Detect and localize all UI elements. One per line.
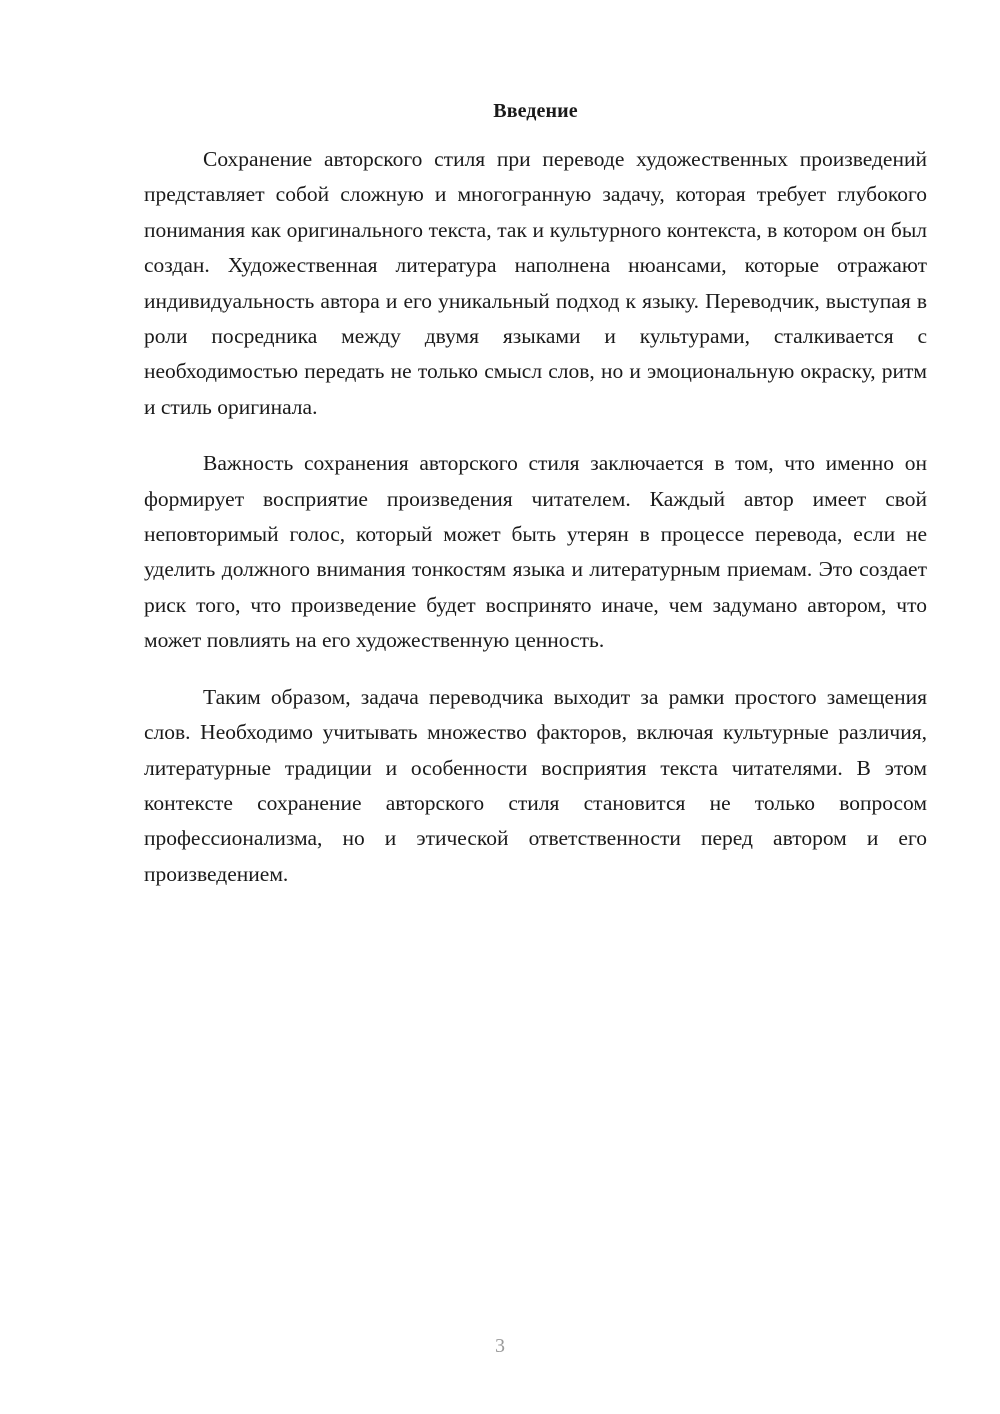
page-content: [144, 96, 927, 913]
paragraph-1: Сохранение авторского стиля при переводе художественных произведений представляет собой сложную и многогранную задачу, которая требует глубокого понимания как оригинального текста, так и культурного контекста, в котором он был создан. Художественная литература наполнена нюансами, которые отражают индивидуальность автора и его уникальный подход к языку. Переводчик, выступая в роли посредника между двумя языками и культурами, сталкивается с необходимостью передать не только смысл слов, но и эмоциональную окраску, ритм и стиль оригинала.: [144, 147, 927, 419]
paragraph-2: Важность сохранения авторского стиля заключается в том, что именно он формирует восприятие произведения читателем. Каждый автор имеет свой неповторимый голос, который может быть утерян в процессе перевода, если не уделить должного внимания тонкостям языка и литературным приемам. Это создает риск того, что произведение будет воспринято иначе, чем задумано автором, что может повлиять на его художественную ценность.: [144, 451, 927, 653]
section-heading: Введение: [493, 100, 578, 122]
paragraph-3: Таким образом, задача переводчика выходит за рамки простого замещения слов. Необходимо учитывать множество факторов, включая культурные различия, литературные традиции и особенности восприятия текста читателями. В этом контексте сохранение авторского стиля становится не только вопросом профессионализма, но и этической ответственности перед автором и его произведением.: [144, 684, 927, 886]
page-number: 3: [495, 1335, 505, 1357]
